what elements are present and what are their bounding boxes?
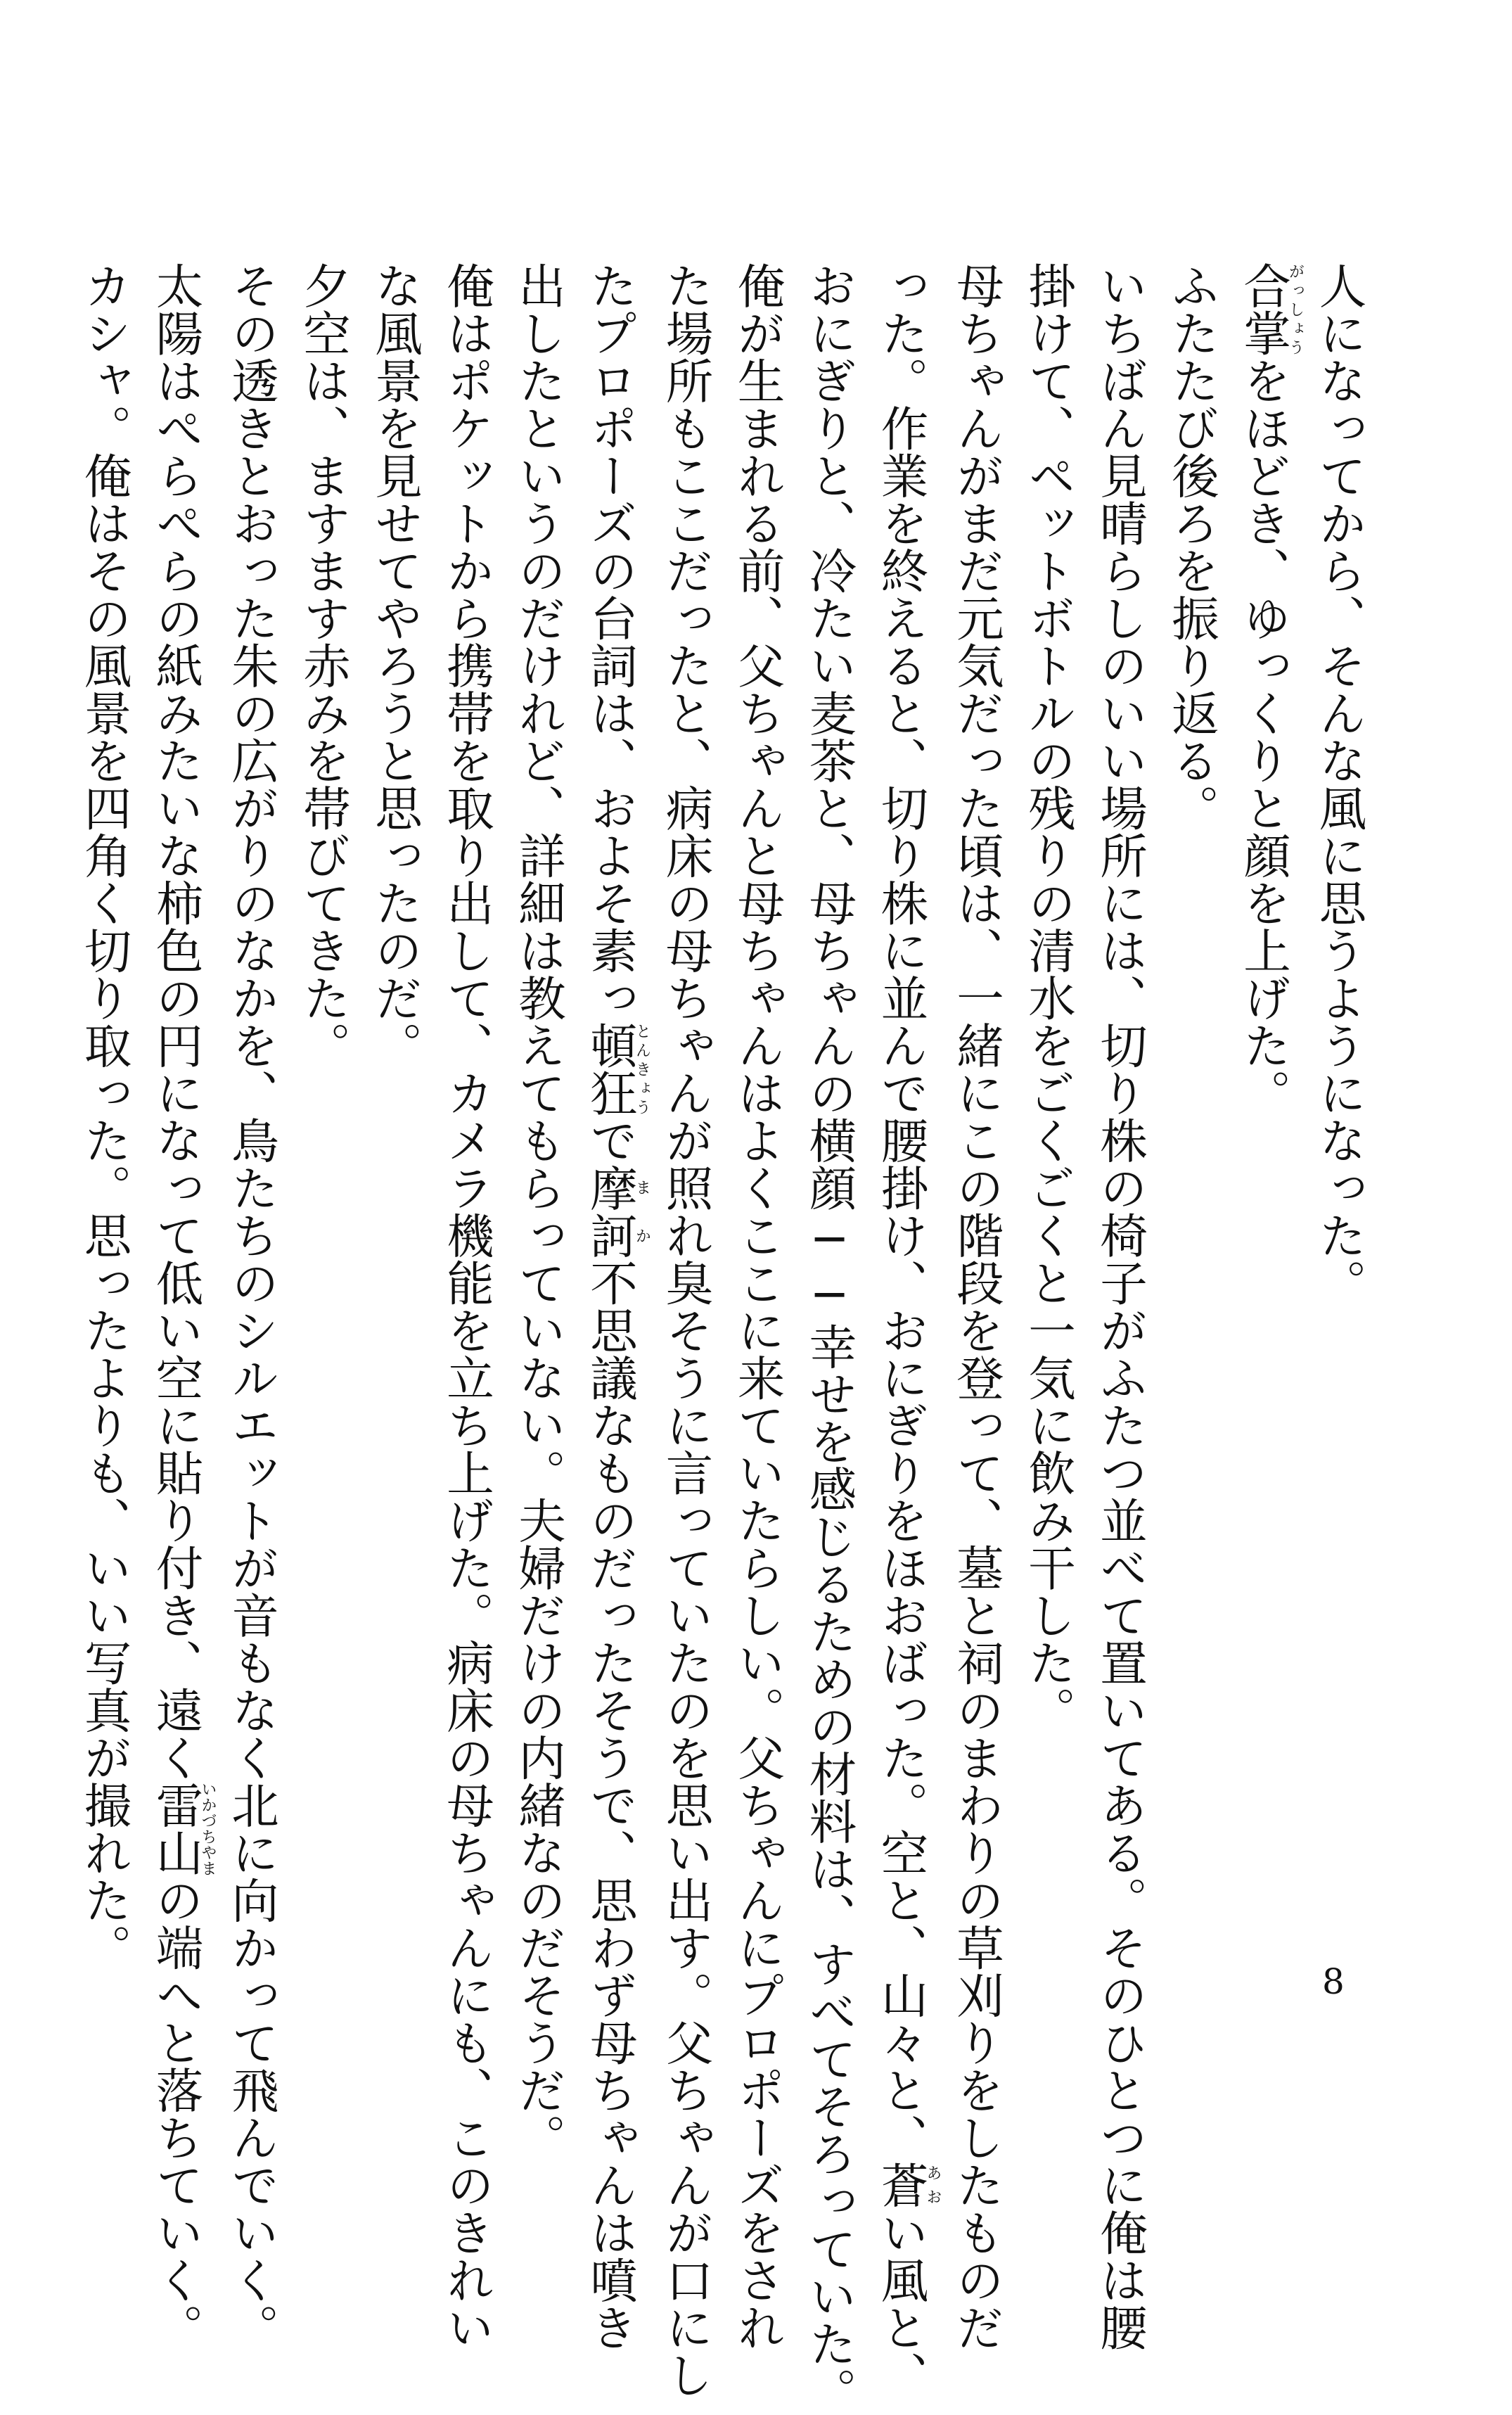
text-line: った。作業を終えると、切り株に並んで腰掛け、おにぎりをほおばった。空と、山々と、蒼あおい風と、 [873, 262, 942, 2399]
body-text [77, 262, 1375, 2415]
text-line: 母ちゃんがまだ元気だった頃は、一緒にこの階段を登って、墓と祠のまわりの草刈りをしたものだ [949, 262, 1005, 2351]
ruby-maka: 摩訶まか [582, 1164, 651, 1259]
text-line: その透きとおった朱の広がりのなかを、鳥たちのシルエットが音もなく北に向かって飛んでいく。 [224, 262, 280, 2351]
text-line: 人になってから、そんな風に思うようになった。 [1312, 262, 1367, 1306]
text-line: 太陽はぺらぺらの紙みたいな柿色の円になって低い空に貼り付き、遠く雷山いかづちやまの端へと落ちていく。 [148, 262, 217, 2351]
text-line: な風景を見せてやろうと思ったのだ。 [367, 262, 423, 1069]
text-line: た場所もここだったと、病床の母ちゃんが照れ臭そうに言っていたのを思い出す。父ちゃんが口にし [658, 262, 714, 2399]
text-line: おにぎりと、冷たい麦茶と、母ちゃんの横顔──幸せを感じるための材料は、すべてそろっていた。 [802, 262, 857, 2415]
text-line: たプロポーズの台詞は、およそ素っ頓狂とんきょうで摩訶まか不思議なものだったそうで、思わず母ちゃんは噴き [582, 262, 651, 2351]
ruby-ao: 蒼あお [873, 2161, 942, 2209]
page-number: 8 [1322, 1961, 1345, 2002]
text-line: 合掌がっしょうをほどき、ゆっくりと顔を上げた。 [1236, 262, 1305, 1116]
text-line: 俺が生まれる前、父ちゃんと母ちゃんはよくここに来ていたらしい。父ちゃんにプロポーズをされ [730, 262, 786, 2351]
text-line: 俺はポケットから携帯を取り出して、カメラ機能を立ち上げた。病床の母ちゃんにも、このきれい [439, 262, 495, 2351]
ruby-ikazuchiyama: 雷山いかづちやま [148, 1781, 217, 1876]
ruby-gassho: 合掌がっしょう [1236, 262, 1305, 357]
text-line: ふたたび後ろを振り返る。 [1164, 262, 1220, 831]
text-line: 掛けて、ペットボトルの残りの清水をごくごくと一気に飲み干した。 [1020, 262, 1077, 1734]
text-line: カシャ。俺はその風景を四角く切り取った。思ったよりも、いい写真が撮れた。 [77, 262, 132, 1971]
text-line: いちばん見晴らしのいい場所には、切り株の椅子がふたつ並べて置いてある。そのひとつに俺は腰 [1092, 262, 1148, 2351]
text-line: 出したというのだけれど、詳細は教えてもらっていない。夫婦だけの内緒なのだそうだ。 [511, 262, 567, 2161]
ruby-tonkyo: 頓狂とんきょう [582, 1021, 651, 1116]
text-line: 夕空は、ますます赤みを帯びてきた。 [295, 262, 352, 1069]
